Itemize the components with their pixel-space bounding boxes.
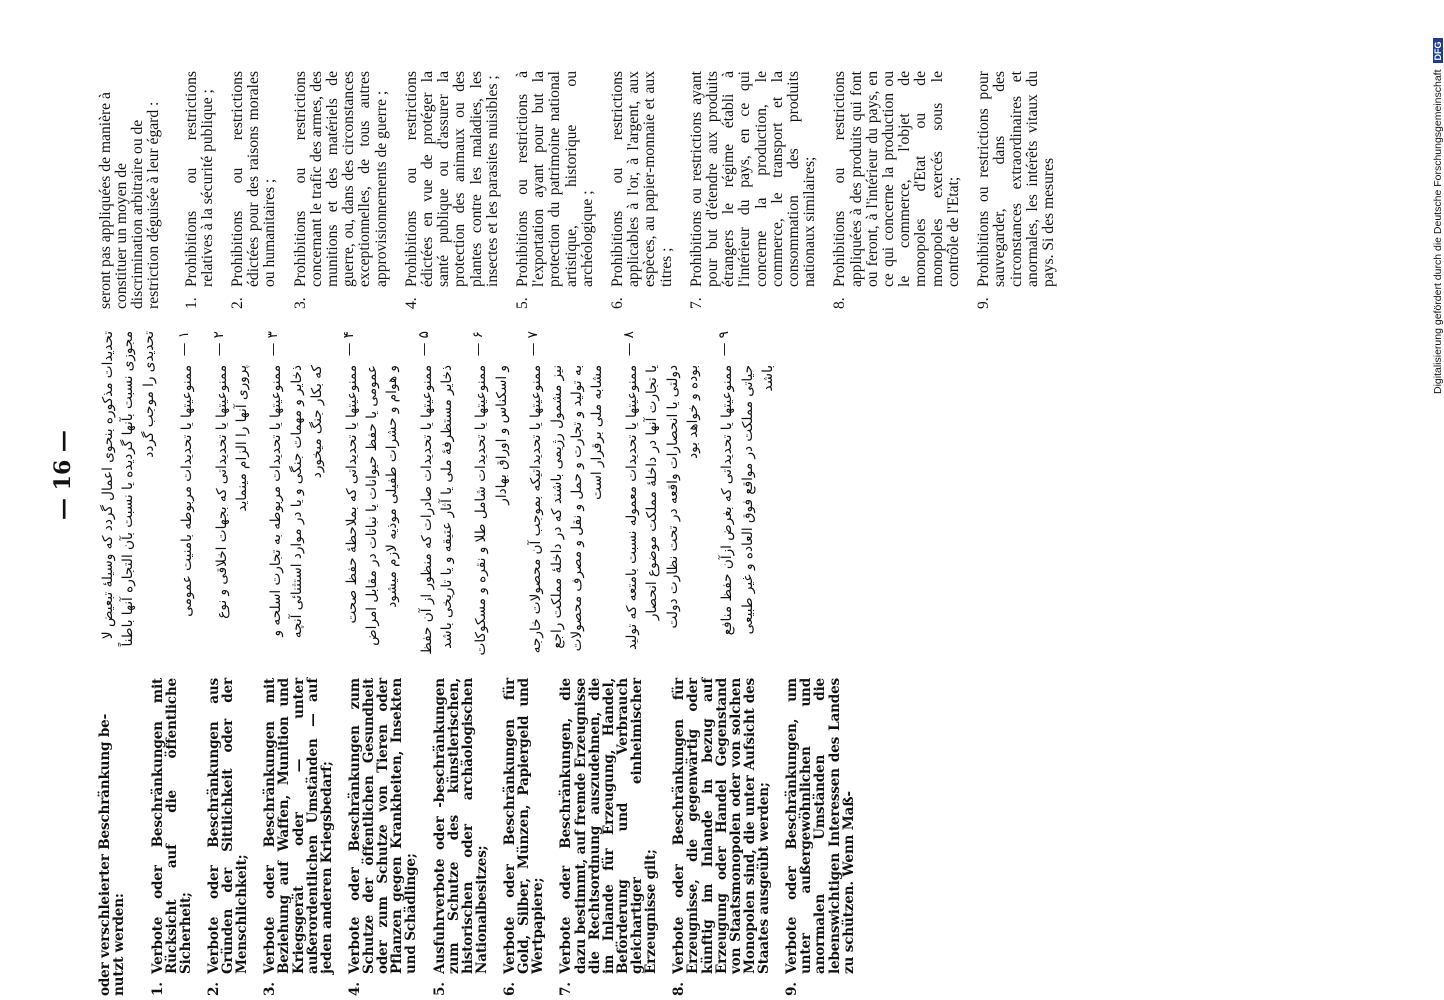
num: 9. xyxy=(975,297,993,309)
txt: Verbote oder Beschränkungen, die dazu bestimmt, auf fremde Erzeugnisse die Rechtsordnung auszudehnen, die im Inlande für Erzeugung, Handel, Beförderung und Verbrauch gleichartiger einheimischer Erzeugnisse gilt; xyxy=(558,678,660,974)
txt: Prohibitions ou restrictions applicables à l'or, à l'argent, aux espèces, au papier-monnaie et aux titres ; xyxy=(609,71,675,287)
num: 2. xyxy=(205,982,222,996)
txt: Verbote oder Beschränkungen mit Beziehung auf Waffen, Munition und Kriegsgerät oder — unter außerordentlichen Umständen — auf jeden anderen Kriegsbedarf; xyxy=(262,678,335,974)
french-text xyxy=(98,71,1263,321)
rotated-sheet xyxy=(98,71,1263,996)
german-item-6 xyxy=(503,678,545,996)
num: 6. xyxy=(502,982,519,996)
num: 2. xyxy=(228,297,246,309)
txt: ممنوعیتها یا تحدیدات معموله نسبت بامتعه که تولید یا تجارت آنها در داخلهٔ مملکت موضوع انحصار دولتی یا انحصارات واقعه در تحت نظارت دولت بوده و خواهد بود xyxy=(623,365,701,650)
german-text xyxy=(98,666,1263,996)
num: ۲ — xyxy=(210,331,227,357)
num: ۵ — xyxy=(415,331,432,357)
txt: Prohibitions ou restrictions édictées pour des raisons morales ou humanitaires ; xyxy=(228,71,279,287)
num: 3. xyxy=(291,297,309,309)
txt: Prohibitions ou restrictions ayant pour but d'étendre aux produits étrangers le régime établi à l'intérieur du pays, en ce qui concerne la production, le commerce, le transport et la consommation des produits nationaux similaires; xyxy=(687,71,819,287)
french-item-2 xyxy=(230,71,279,309)
num: 9. xyxy=(784,982,801,996)
num: ۸ — xyxy=(620,331,637,357)
txt: ممنوعیتها یا تحدیدات مربوطه به تجارت اسلحه و ذخایر و مهمات جنگی و یا در موارد استثنائی آنچه که بکار جنگ میخورد xyxy=(268,365,326,639)
french-item-9 xyxy=(976,71,1057,309)
persian-text xyxy=(98,321,1263,666)
num: 8. xyxy=(671,982,688,996)
persian-lead-text: تحدیدات مذکوره بنحوی اعمال گردد که وسیلهٔ تبعیض لا مجوزی نسبت بآنها گردیده یا نسبت بآن التجاره آنها باطناً تحدیدی را موجب گردد xyxy=(100,331,157,647)
persian-item-6 xyxy=(471,331,512,656)
persian-item-7 xyxy=(526,331,608,656)
txt: Prohibitions ou restrictions concernant le trafic des armes, des munitions et des matériels de guerre, ou, dans des circonstances exceptionnelles, de tous autres approvisionnements de guerre ; xyxy=(291,71,390,287)
num: 1. xyxy=(149,982,166,996)
txt: Prohibitions ou restrictions édictées en vue de protéger la santé publique ou d'assurer la protection des animaux ou des plantes contre les maladies, les insectes et les parasites nuisibles ; xyxy=(402,71,501,287)
german-item-2 xyxy=(207,678,249,996)
persian-item-8 xyxy=(622,331,704,656)
txt: Prohibitions ou restrictions pour sauvegarder, dans des circonstances extraordinaires et anormales, les intérêts vitaux du pays. Si des mesures xyxy=(975,71,1057,287)
num: 7. xyxy=(687,297,705,309)
txt: ممنوعیتها یا تحدیداتی که بغرض ازآن حفظ منافع حیاتی مملکت در مواقع فوق العاده و غیر طبیعی باشد xyxy=(719,365,777,636)
txt: ممنوعیتها یا تحدیداتی که بملاحظهٔ حفظ صحت عمومی یا حفظ حیوانات یا نباتات در مقابل امراض و هوام و حشرات طفیلی موذیه لازم میشود xyxy=(343,365,401,646)
num: 4. xyxy=(402,297,420,309)
num: ۷ — xyxy=(525,331,542,357)
txt: Verbote oder Beschränkungen für Erzeugnisse, die gegenwärtig oder künftig im Inlande in bezug auf Erzeugung oder Handel Gegenstand von Staatsmonopolen oder von solchen Monopolen sind, die unter Aufsicht des Staates ausgeübt werden; xyxy=(671,678,773,974)
num: ۳ — xyxy=(265,331,282,357)
persian-item-9 xyxy=(717,331,778,656)
num: 7. xyxy=(558,982,575,996)
persian-item-3 xyxy=(266,331,327,656)
french-item-6 xyxy=(610,71,675,309)
txt: ممنوعیتها یا تحدیداتیکه بموجب آن محصولات خارجه نیز مشمول رژیمی باشند که در داخلهٔ مملکت راجع به تولید و تجارت و حمل و نقل و مصرف محصولات مشابه ملی برقرار است xyxy=(528,365,606,654)
txt: ممنوعیتها یا تحدیدات صادرات که منظور از آن حفظ ذخایر مستظرفهٔ ملی یا آثار عتیقه و یا تاریخی باشد xyxy=(418,365,456,655)
french-item-5 xyxy=(515,71,596,309)
german-item-1 xyxy=(151,678,193,996)
persian-item-5 xyxy=(417,331,458,656)
dfg-logo: DFG xyxy=(1433,38,1443,63)
credit-text: Digitalisierung gefördert durch die Deutsche Forschungsgemeinschaft xyxy=(1432,69,1444,394)
txt: Verbote oder Beschränkungen zum Schutze der öffentlichen Gesundheit oder zum Schutze von Tieren oder Pflanzen gegen Krankheiten, Insekten und Schädlinge; xyxy=(346,678,420,974)
txt: Prohibitions ou restrictions à l'exportation ayant pour but la protection du patrimoine national artistique, historique ou archéologique ; xyxy=(514,71,596,287)
persian-item-1 xyxy=(177,331,197,656)
french-item-3 xyxy=(293,71,390,309)
txt: Verbote oder Beschränkungen, um unter außergewöhnlichen und anormalen Umständen die lebenswichtigen Interessen des Landes zu schützen. Wenn Maß- xyxy=(784,678,857,974)
french-item-8 xyxy=(832,71,962,309)
german-item-7 xyxy=(559,678,658,996)
french-item-1 xyxy=(184,71,216,309)
french-item-4 xyxy=(404,71,501,309)
digitization-credit xyxy=(1432,38,1444,394)
french-item-7 xyxy=(689,71,819,309)
txt: Verbote oder Beschränkungen aus Gründen der Sittlichkeit oder der Menschlichkeit; xyxy=(205,678,251,974)
num: 4. xyxy=(346,982,363,996)
num: 1. xyxy=(182,297,200,309)
txt: ممنوعیتها یا تحدیداتی که بجهات اخلاقی و نوع پروری آنها را الزام مینماید xyxy=(213,365,250,619)
num: 3. xyxy=(262,982,279,996)
german-item-8 xyxy=(672,678,771,996)
french-lead-text: seront pas appliquées de manière à constituer un moyen de discrimination arbitraire ou de restriction déguisée à leur égard : xyxy=(97,92,162,309)
german-item-3 xyxy=(263,678,334,996)
num: ۶ — xyxy=(470,331,487,357)
txt: Verbote oder Beschränkungen mit Rücksicht auf die öffentliche Sicherheit; xyxy=(149,678,194,974)
german-item-9 xyxy=(785,678,856,996)
num: 5. xyxy=(514,297,532,309)
german-item-5 xyxy=(433,678,490,996)
num: 8. xyxy=(831,297,849,309)
txt: Verbote oder Beschränkungen für Gold, Silber, Münzen, Papiergeld und Wertpapiere; xyxy=(502,678,547,974)
persian-item-2 xyxy=(212,331,253,656)
num: 6. xyxy=(609,297,627,309)
txt: Prohibitions ou restrictions appliquées à des produits qui font ou feront, à l'intérieur du pays, en ce qui concerne la production ou le commerce, l'objet de monopoles d'Etat ou de monopoles exercés sous le contrôle de l'Etat; xyxy=(831,71,962,287)
page-number: — 16 — xyxy=(50,430,76,520)
num: ۴ — xyxy=(340,331,357,357)
txt: ممنوعیتها یا تحدیدات شامل طلا و نقره و مسکوکات و اسکناس و اوراق بهادار xyxy=(473,365,510,656)
txt: Ausfuhrverbote oder -beschränkungen zum Schutze des künstlerischen, historischen oder archäologischen Nationalbesitzes; xyxy=(431,678,490,974)
persian-item-4 xyxy=(342,331,403,656)
german-item-4 xyxy=(348,678,419,996)
num: ۱ — xyxy=(176,331,193,357)
num: 5. xyxy=(431,982,448,996)
txt: Prohibitions ou restrictions relatives à la sécurité publique ; xyxy=(182,71,216,287)
txt: ممنوعیتها یا تحدیدات مربوطه بامنیت عمومی xyxy=(179,365,196,617)
num: ۹ — xyxy=(716,331,733,357)
german-lead-text: oder verschleierter Beschränkung be-nutzt werden: xyxy=(97,713,128,996)
